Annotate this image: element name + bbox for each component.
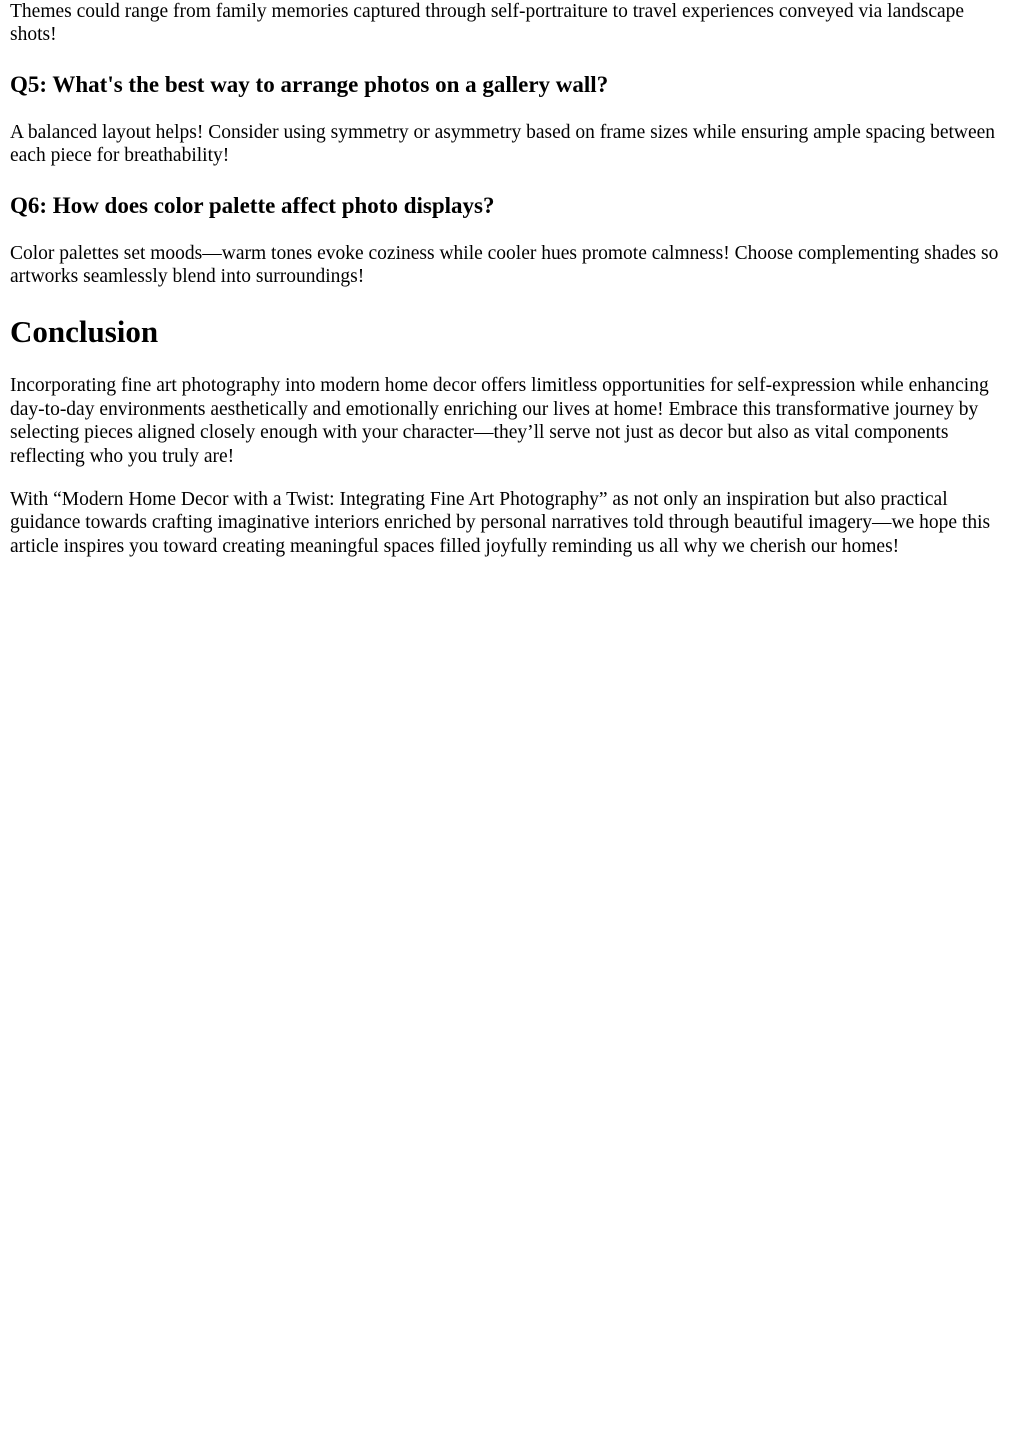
- conclusion-heading: Conclusion: [10, 314, 159, 350]
- article-body: [0, 0, 1024, 558]
- faq-question-q6: Q6: How does color palette affect photo displays?: [10, 192, 495, 218]
- faq-question-q5: Q5: What's the best way to arrange photos on a gallery wall?: [10, 71, 609, 97]
- faq-answer-q5: A balanced layout helps! Consider using symmetry or asymmetry based on frame sizes while ensuring ample spacing between each piece for breathability!: [10, 121, 996, 167]
- conclusion-paragraph: Incorporating fine art photography into modern home decor offers limitless opportunities for self-expression while enhancing day-to-day environments aesthetically and emotionally enriching our lives at home! Embrace this transformative journey by selecting pieces aligned closely enough with your character—they’ll serve not just as decor but also as vital components reflecting who you truly are!: [10, 375, 989, 467]
- closing-paragraph: With “Modern Home Decor with a Twist: Integrating Fine Art Photography” as not only an inspiration but also practical guidance towards crafting imaginative interiors enriched by personal narratives told through beautiful imagery—we hope this article inspires you toward creating meaningful spaces filled joyfully reminding us all why we cherish our homes!: [10, 489, 991, 557]
- faq-answer-q6: Color palettes set moods—warm tones evoke coziness while cooler hues promote calmness! Choose complementing shades so artworks seamlessly blend into surroundings!: [10, 242, 999, 288]
- intro-paragraph: Themes could range from family memories captured through self-portraiture to travel experiences conveyed via landscape shots!: [10, 1, 965, 46]
